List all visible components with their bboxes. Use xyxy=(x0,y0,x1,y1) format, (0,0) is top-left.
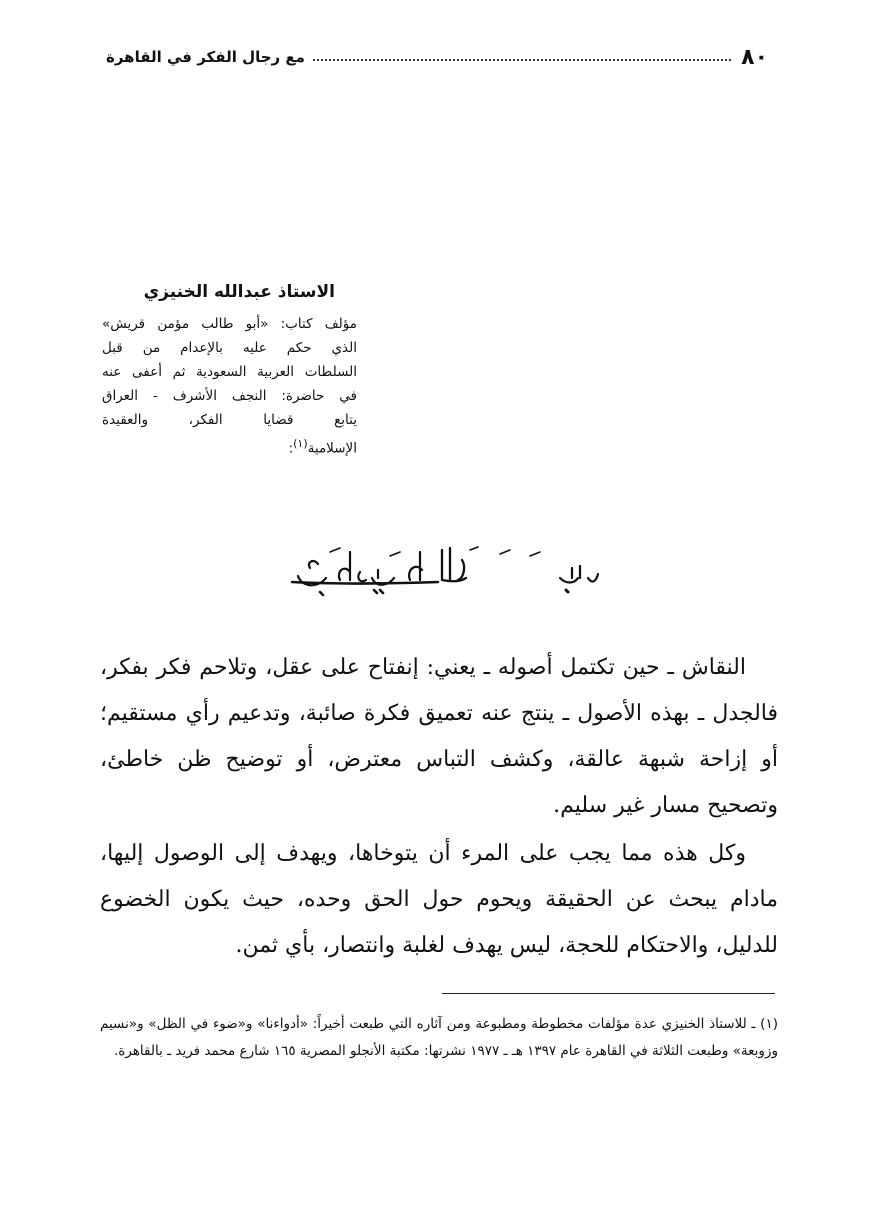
body-paragraph xyxy=(100,831,778,969)
header-leader-dots xyxy=(313,59,731,61)
footnote: (١) ـ للاستاذ الخنيزي عدة مؤلفات مخطوطة ومطبوعة ومن آثاره التي طبعت أخيراً: «أدواءنا» و«ضوء في الظل» و«نسيم وزوبعة» وطبعت الثلاثة في القاهرة عام ١٣٩٧ هـ ـ ١٩٧٧ نشرتها: مكتبة الأنجلو المصرية ١٦٥ شارع محمد فريد ـ بالقاهرة. xyxy=(100,1016,778,1059)
body-paragraph-text: النقاش ـ حين تكتمل أصوله ـ يعني: إنفتاح على عقل، وتلاحم فكر بفكر، فالجدل ـ بهذه الأصول ـ ينتج عنه تعميق فكرة صائبة، وتدعيم رأي مستقيم؛ أو إزاحة شبهة عالقة، وكشف التباس معترض، أو توضيح ظن خاطئ، وتصحيح مسار غير سليم. xyxy=(100,655,778,818)
page-number: ٨٠ xyxy=(741,44,768,70)
bio-line: الذي حكم عليه بالإعدام من قبل xyxy=(102,340,357,356)
bio-line: يتابع قضايا الفكر، والعقيدة xyxy=(102,412,357,428)
body-paragraph-text: وكل هذه مما يجب على المرء أن يتوخاها، ويهدف إلى الوصول إليها، مادام يبحث عن الحقيقة ويحوم حول الحق وحده، حيث يكون الخضوع للدليل، والاحتكام للحجة، ليس يهدف لغلبة وانتصار، بأي ثمن. xyxy=(100,841,778,958)
bio-line: مؤلف كتاب: «أبو طالب مؤمن قريش» xyxy=(102,316,357,332)
footnote-marker: (١) xyxy=(293,437,308,450)
book-title: مع رجال الفكر في القاهرة xyxy=(106,48,305,66)
main-body-text xyxy=(100,645,778,969)
author-bio xyxy=(102,282,357,456)
bio-line xyxy=(102,432,357,456)
footnotes xyxy=(100,1011,778,1065)
bio-line-tail: : xyxy=(288,440,294,456)
basmala-calligraphy xyxy=(270,538,600,598)
author-name: الاستاذ عبدالله الخنيزي xyxy=(143,282,335,302)
footnote-separator xyxy=(442,993,775,994)
bio-line: في حاضرة: النجف الأشرف - العراق xyxy=(102,388,357,404)
bio-line-text: الإسلامية xyxy=(307,440,357,456)
body-paragraph xyxy=(100,645,778,829)
running-header xyxy=(106,40,768,74)
bio-line: السلطات العربية السعودية ثم أعفى عنه xyxy=(102,364,357,380)
